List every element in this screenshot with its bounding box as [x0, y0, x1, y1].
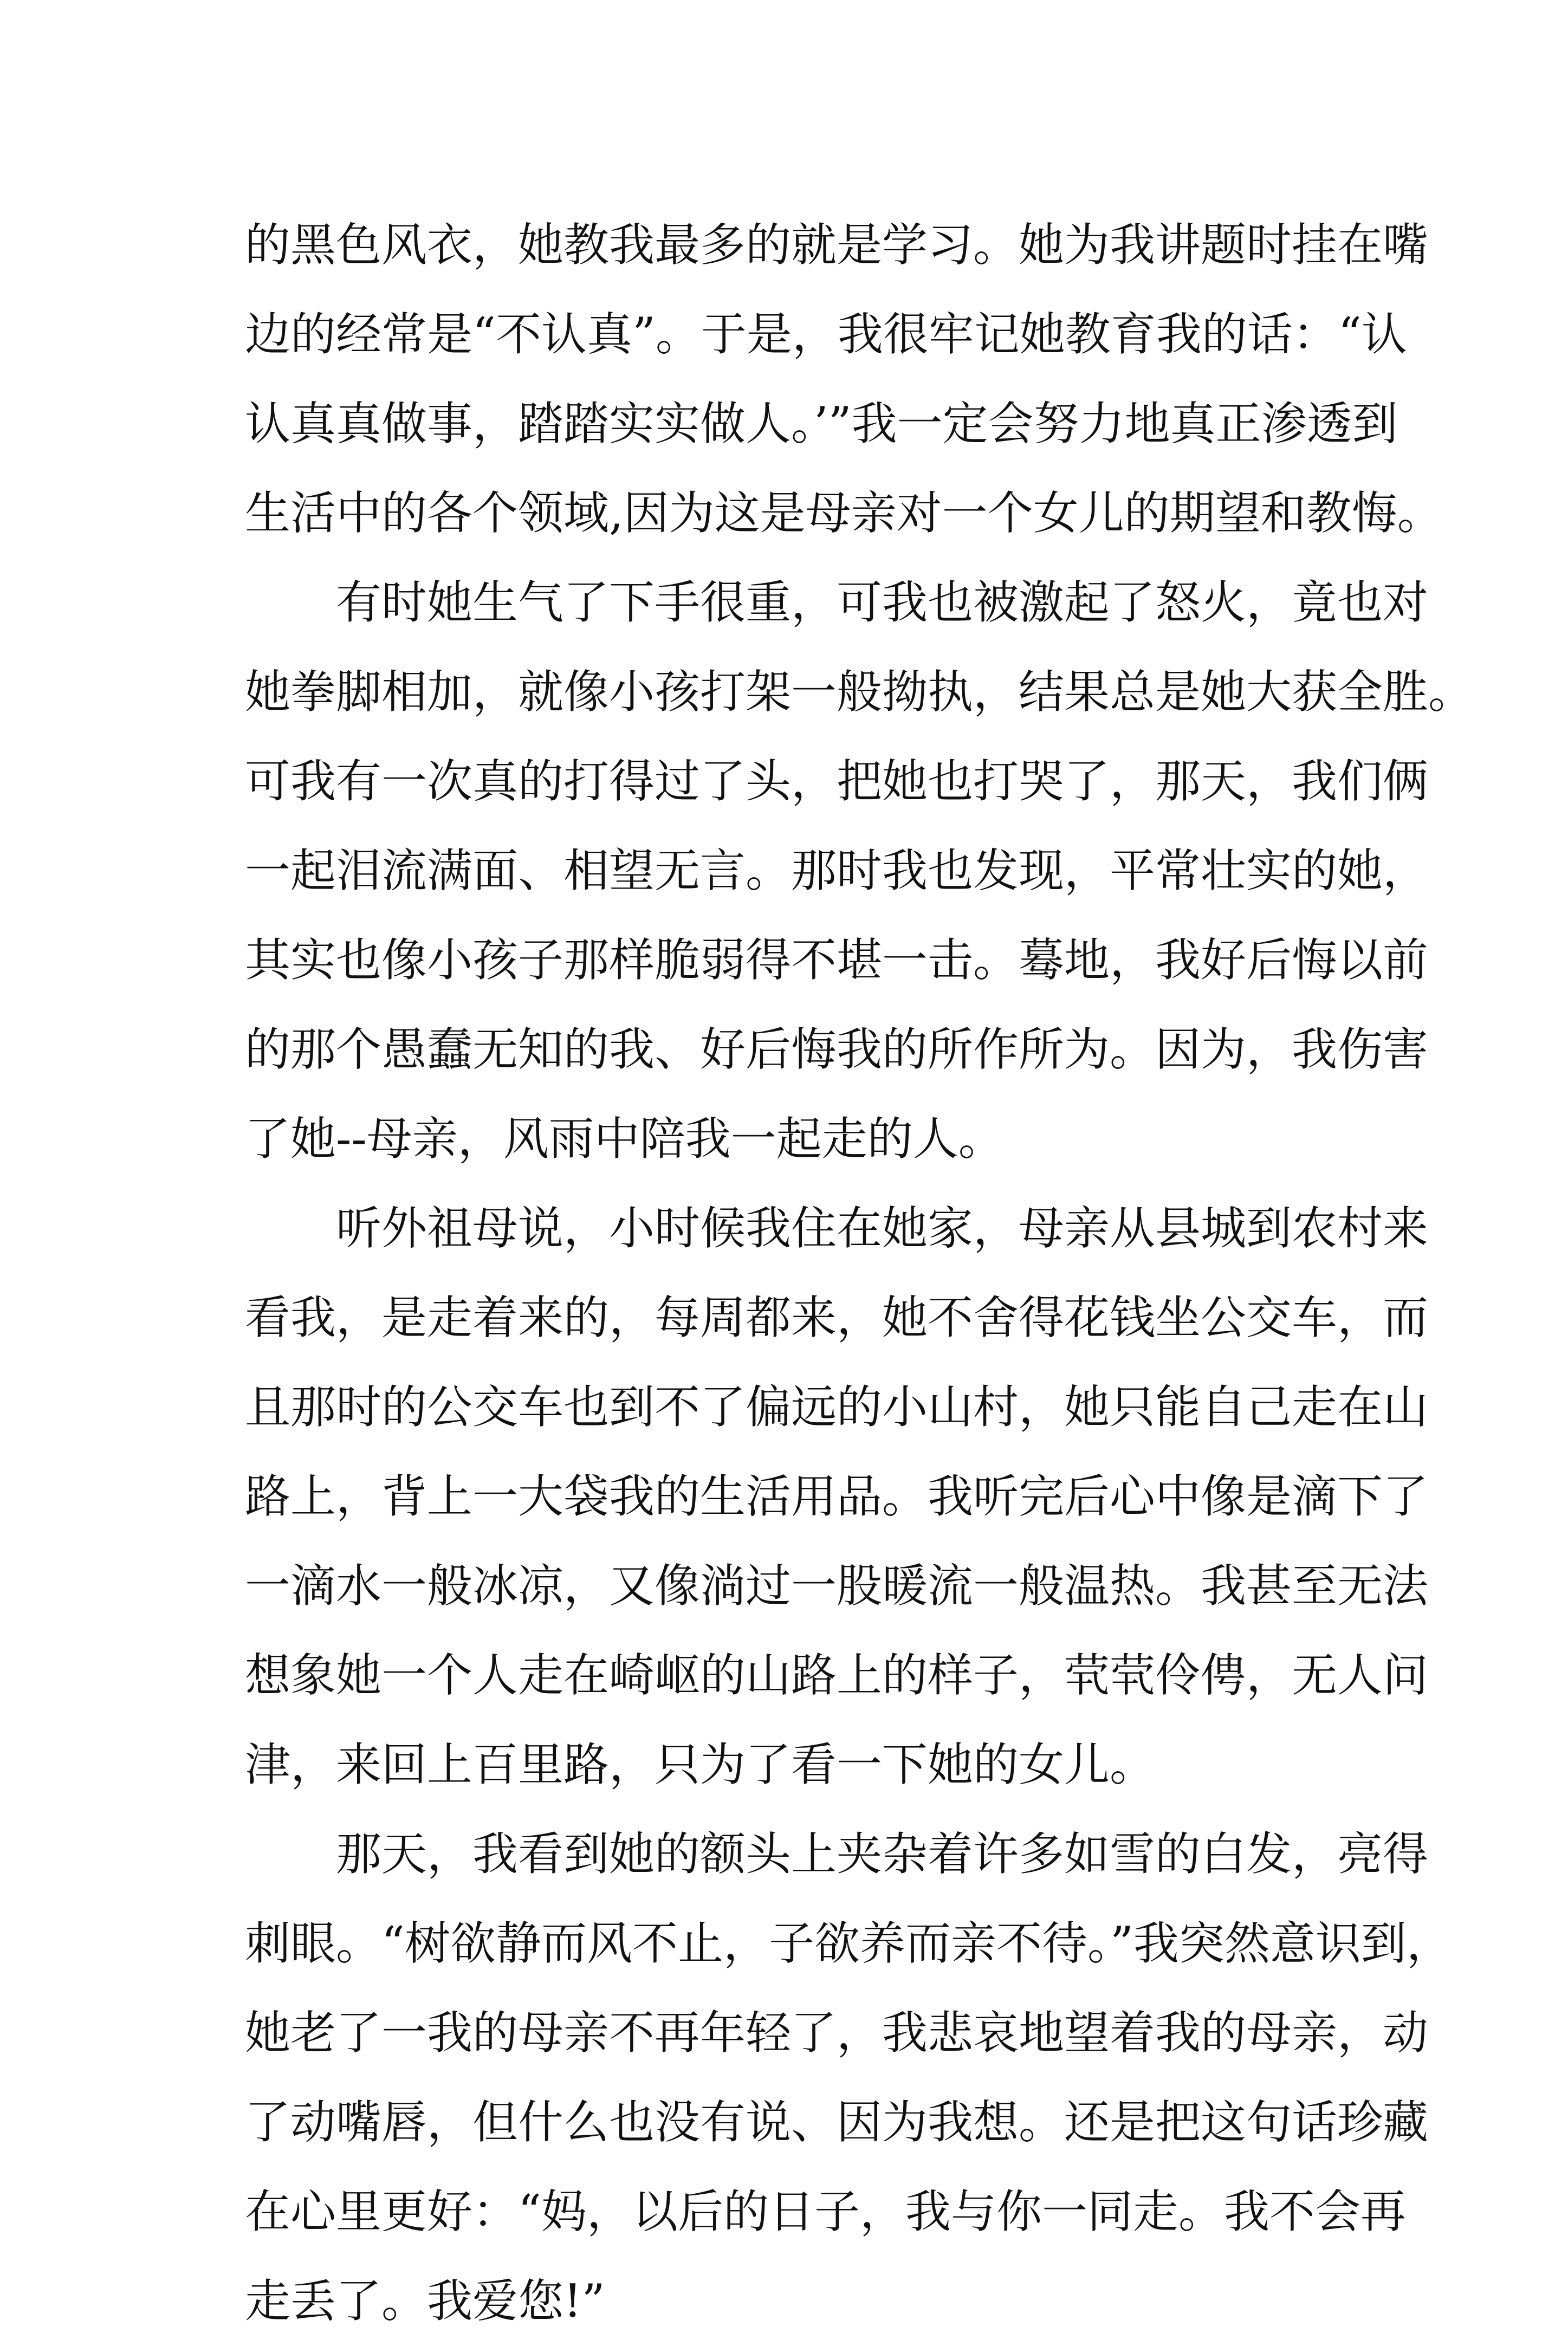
text-line: 津，来回上百里路，只为了看一下她的女儿。: [245, 1738, 1156, 1791]
paragraph-3: [245, 1184, 1429, 1810]
text-line: 刺眼。“树欲静而风不止，子欲养而亲不待。”我突然意识到，: [245, 1917, 1452, 1970]
text-line: 边的经常是“不认真”。于是，我很牢记她教育我的话：“认: [245, 308, 1407, 361]
text-line: 在心里更好：“妈，以后的日子，我与你一同走。我不会再: [245, 2185, 1406, 2238]
text-line: 其实也像小孩子那样脆弱得不堪一击。蓦地，我好后悔以前: [245, 934, 1429, 987]
paragraph-4: [245, 1810, 1452, 2346]
text-line: 路上，背上一大袋我的生活用品。我听完后心中像是滴下了: [245, 1470, 1429, 1523]
text-line: 走丢了。我爱您!”: [245, 2274, 605, 2328]
text-line: 了动嘴唇，但什么也没有说、因为我想。还是把这句话珍藏: [245, 2096, 1429, 2149]
text-line: 且那时的公交车也到不了偏远的小山村，她只能自己走在山: [245, 1381, 1429, 1434]
text-line: 了她--母亲，风雨中陪我一起走的人。: [245, 1112, 1004, 1165]
text-line: 那天，我看到她的额头上夹杂着许多如雪的白发，亮得: [336, 1827, 1429, 1881]
text-line: 一滴水一般冰凉，又像淌过一股暖流一般温热。我甚至无法: [245, 1559, 1429, 1612]
text-line: 可我有一次真的打得过了头，把她也打哭了，那天，我们俩: [245, 755, 1429, 808]
text-line: 听外祖母说，小时候我住在她家，母亲从县城到农村来: [336, 1202, 1429, 1255]
article-body: [245, 200, 1474, 2346]
text-line: 认真真做事，踏踏实实做人。’”我一定会努力地真正渗透到: [245, 397, 1398, 450]
text-line: 的那个愚蠢无知的我、好后悔我的所作所为。因为，我伤害: [245, 1023, 1429, 1076]
text-line: 想象她一个人走在崎岖的山路上的样子，茕茕伶俜，无人问: [245, 1649, 1429, 1702]
text-line: 有时她生气了下手很重，可我也被激起了怒火，竟也对: [336, 576, 1429, 629]
text-line: 的黑色风衣，她教我最多的就是学习。她为我讲题时挂在嘴: [245, 218, 1429, 271]
text-line: 看我，是走着来的，每周都来，她不舍得花钱坐公交车，而: [245, 1291, 1429, 1344]
text-line: 她拳脚相加，就像小孩打架一般拗执，结果总是她大获全胜。: [245, 665, 1474, 718]
text-line: 生活中的各个领域,因为这是母亲对一个女儿的期望和教悔。: [245, 487, 1443, 540]
paragraph-1: [245, 200, 1443, 558]
text-line: 她老了一我的母亲不再年轻了，我悲哀地望着我的母亲，动: [245, 2006, 1429, 2059]
text-line: 一起泪流满面、相望无言。那时我也发现，平常壮实的她，: [245, 844, 1429, 897]
paragraph-2: [245, 558, 1474, 1184]
